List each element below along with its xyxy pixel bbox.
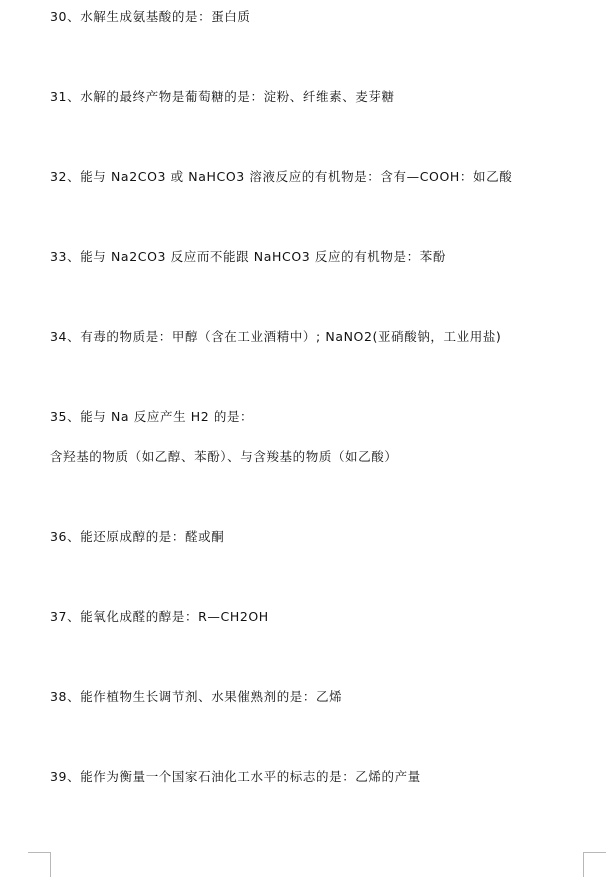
item-35-detail: 含羟基的物质（如乙醇、苯酚）、与含羧基的物质（如乙酸） bbox=[50, 449, 398, 464]
item-32: 32、能与 Na2CO3 或 NaHCO3 溶液反应的有机物是：含有—COOH：如乙酸 bbox=[50, 169, 513, 184]
item-30: 30、水解生成氨基酸的是：蛋白质 bbox=[50, 9, 251, 24]
page-margin-corner-right bbox=[583, 852, 606, 877]
item-31: 31、水解的最终产物是葡萄糖的是：淀粉、纤维素、麦芽糖 bbox=[50, 89, 395, 104]
item-39: 39、能作为衡量一个国家石油化工水平的标志的是：乙烯的产量 bbox=[50, 769, 421, 784]
item-34: 34、有毒的物质是：甲醇（含在工业酒精中）; NaNO2(亚硝酸钠，工业用盐) bbox=[50, 329, 502, 344]
item-37: 37、能氧化成醛的醇是：R—CH2OH bbox=[50, 609, 269, 624]
item-36: 36、能还原成醇的是：醛或酮 bbox=[50, 529, 225, 544]
item-33: 33、能与 Na2CO3 反应而不能跟 NaHCO3 反应的有机物是：苯酚 bbox=[50, 249, 446, 264]
page-margin-corner-left bbox=[28, 852, 51, 877]
item-35: 35、能与 Na 反应产生 H2 的是： bbox=[50, 409, 254, 424]
item-38: 38、能作植物生长调节剂、水果催熟剂的是：乙烯 bbox=[50, 689, 343, 704]
